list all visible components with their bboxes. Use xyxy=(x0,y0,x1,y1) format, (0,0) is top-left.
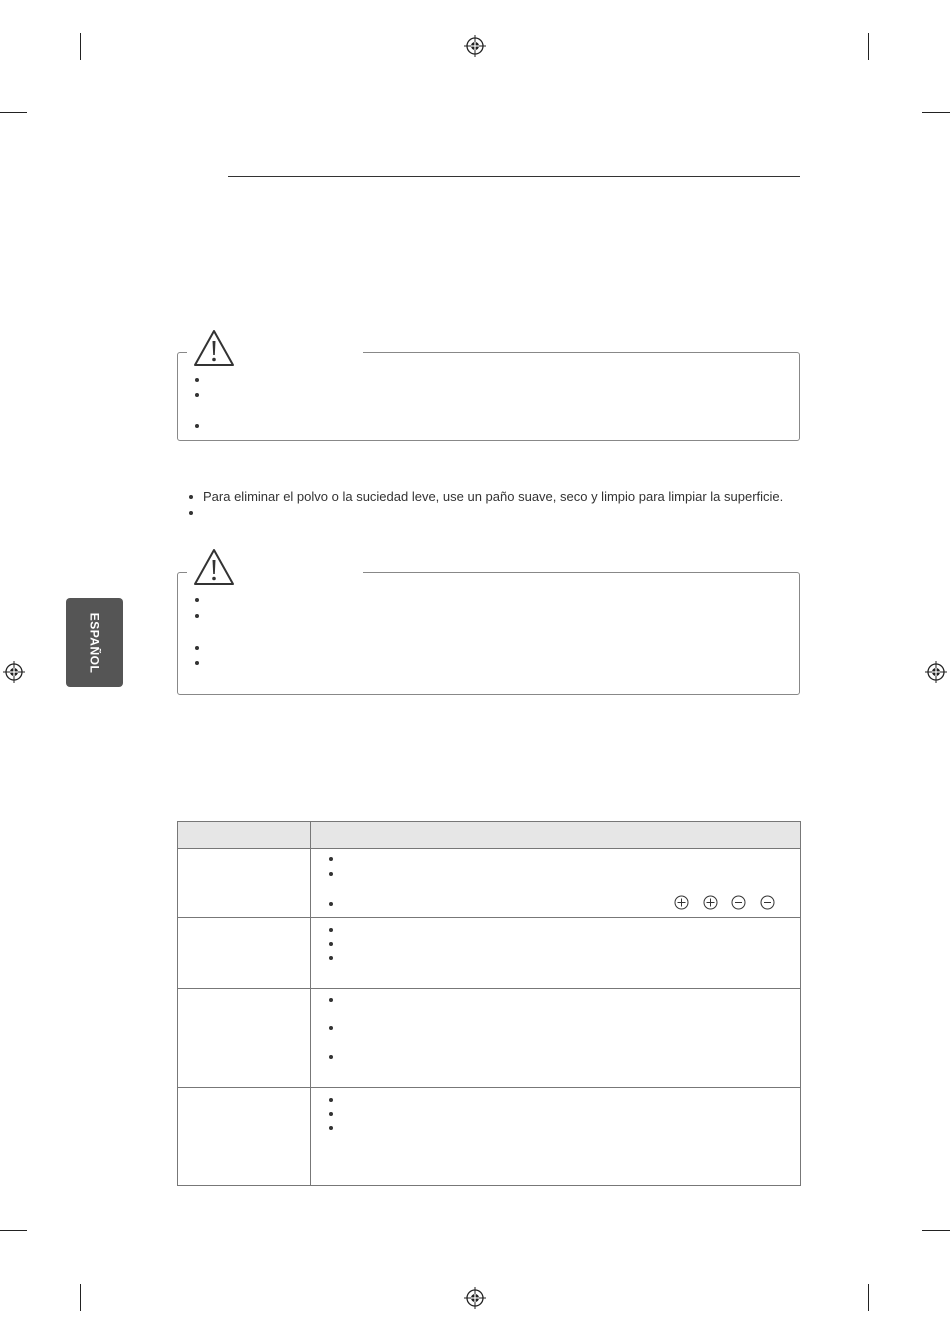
list-bullet xyxy=(329,942,333,946)
list-bullet xyxy=(195,598,199,602)
list-bullet xyxy=(195,378,199,382)
language-tab-label: ESPAÑOL xyxy=(87,612,102,673)
registration-mark-icon xyxy=(464,1287,486,1309)
table-cell xyxy=(311,918,801,989)
crop-mark-top-left xyxy=(80,33,81,60)
list-bullet xyxy=(329,998,333,1002)
table-cell xyxy=(311,849,801,918)
list-bullet xyxy=(329,902,333,906)
table-header-cell xyxy=(178,822,311,849)
table-cell xyxy=(311,1088,801,1186)
table-cell xyxy=(178,849,311,918)
list-bullet xyxy=(329,857,333,861)
list-bullet xyxy=(329,1112,333,1116)
header-rule xyxy=(228,176,800,177)
table-row xyxy=(178,849,801,918)
table-cell xyxy=(178,1088,311,1186)
list-bullet xyxy=(329,1126,333,1130)
list-bullet xyxy=(329,928,333,932)
table-row xyxy=(178,989,801,1088)
list-bullet xyxy=(195,424,199,428)
list-bullet xyxy=(329,956,333,960)
list-bullet xyxy=(189,495,193,499)
list-bullet xyxy=(329,1026,333,1030)
plus-circle-icon xyxy=(674,895,689,910)
cleaning-instruction: Para eliminar el polvo o la suciedad leve, use un paño suave, seco y limpio para limpiar la superficie. xyxy=(203,489,784,504)
plus-circle-icon xyxy=(703,895,718,910)
table-row xyxy=(178,918,801,989)
caution-box xyxy=(177,352,800,441)
warning-triangle-icon xyxy=(192,328,236,368)
warning-triangle-icon xyxy=(192,547,236,587)
crop-mark-bottom-left xyxy=(80,1284,81,1311)
list-bullet xyxy=(195,661,199,665)
table-header-cell xyxy=(311,822,801,849)
troubleshooting-table xyxy=(177,821,801,1186)
crop-mark-left-top xyxy=(0,112,27,113)
minus-circle-icon xyxy=(760,895,775,910)
list-bullet xyxy=(195,393,199,397)
list-bullet xyxy=(189,511,193,515)
table-cell xyxy=(311,989,801,1088)
language-tab-label-wrap xyxy=(66,598,123,687)
table-header-row xyxy=(178,822,801,849)
crop-mark-top-right xyxy=(868,33,869,60)
crop-mark-bottom-right xyxy=(868,1284,869,1311)
registration-mark-icon xyxy=(3,661,25,683)
minus-circle-icon xyxy=(731,895,746,910)
crop-mark-left-bottom xyxy=(0,1230,27,1231)
crop-mark-right-top xyxy=(922,112,950,113)
caution-box xyxy=(177,572,800,695)
table-row xyxy=(178,1088,801,1186)
registration-mark-icon xyxy=(925,661,947,683)
table-cell xyxy=(178,989,311,1088)
crop-mark-right-bottom xyxy=(922,1230,950,1231)
registration-mark-icon xyxy=(464,35,486,57)
list-bullet xyxy=(329,872,333,876)
list-bullet xyxy=(329,1055,333,1059)
list-bullet xyxy=(195,614,199,618)
list-bullet xyxy=(195,646,199,650)
list-bullet xyxy=(329,1098,333,1102)
table-cell xyxy=(178,918,311,989)
